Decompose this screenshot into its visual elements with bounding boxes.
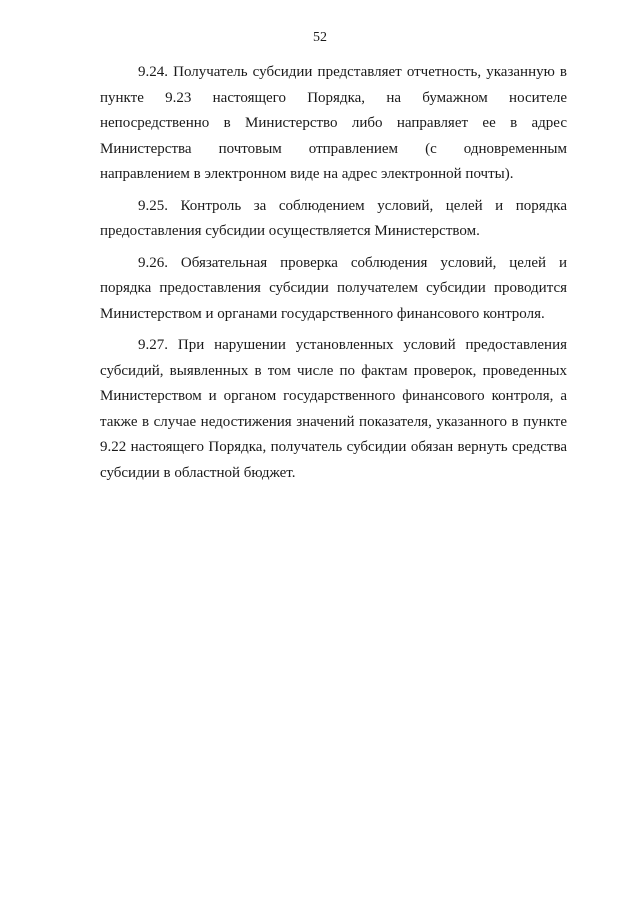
document-body [100, 60, 567, 492]
paragraph-9-26: 9.26. Обязательная проверка соблюдения условий, целей и порядка предоставления субсидии получателем субсидии проводится Министерством и органами государственного финансового контроля. [100, 254, 567, 322]
paragraph-9-25: 9.25. Контроль за соблюдением условий, целей и порядка предоставления субсидии осуществляется Министерством. [100, 197, 567, 239]
paragraph-9-24: 9.24. Получатель субсидии представляет отчетность, указанную в пункте 9.23 настоящего Порядка, на бумажном носителе непосредственно в Министерство либо направляет ее в адрес Министерства почтовым отправлением (с одновременным направлением в электронном виде на адрес электронной почты). [100, 64, 567, 182]
paragraph-9-27: 9.27. При нарушении установленных условий предоставления субсидий, выявленных в том числе по фактам проверок, проведенных Министерством и органом государственного финансового контроля, а также в случае недостижения значений показателя, указанного в пункте 9.22 настоящего Порядка, получатель субсидии обязан вернуть средства субсидии в областной бюджет. [100, 337, 567, 481]
page-number: 52 [313, 30, 327, 45]
